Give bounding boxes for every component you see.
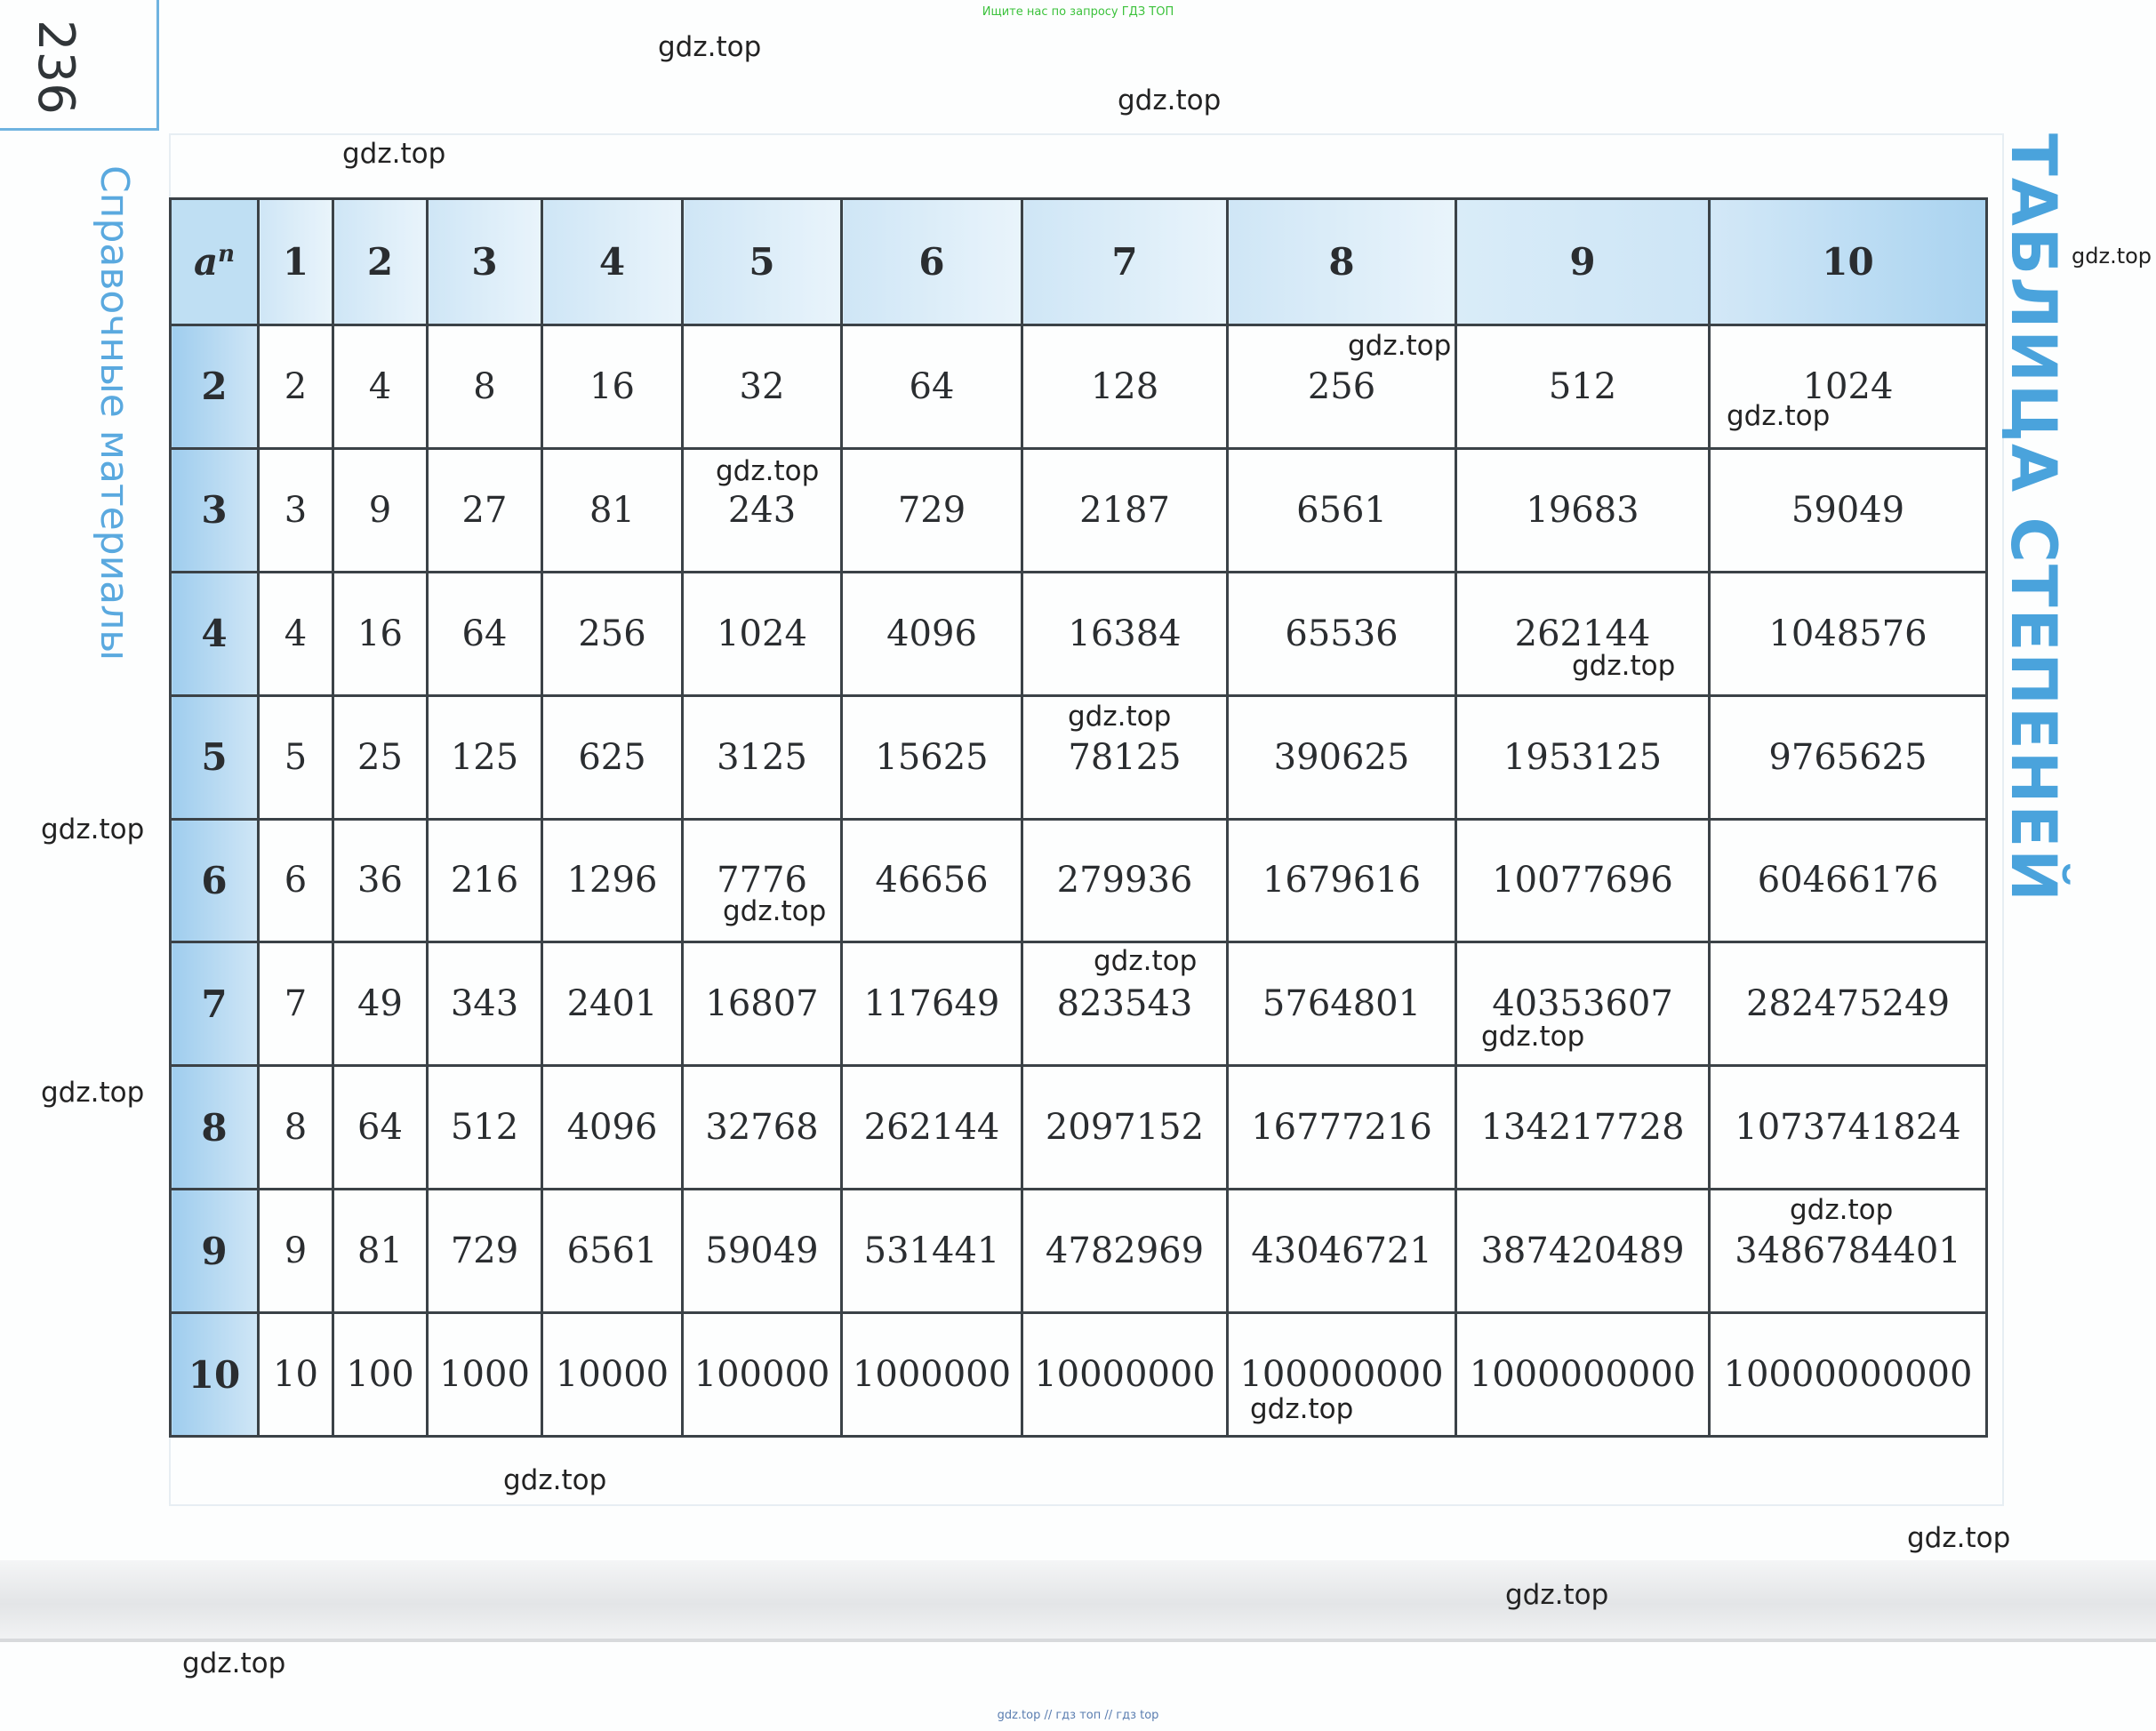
power-value-cell: 16 <box>333 572 428 695</box>
power-value-cell: 4782969 <box>1022 1190 1228 1313</box>
powers-table <box>169 197 1988 1438</box>
watermark: gdz.top <box>658 31 762 63</box>
power-value-cell: 2401 <box>542 942 683 1066</box>
exponent-header: 10 <box>1710 199 1987 325</box>
exponent-header: 1 <box>259 199 333 325</box>
power-value-cell: 10 <box>259 1313 333 1437</box>
power-value-cell: 43046721 <box>1228 1190 1456 1313</box>
watermark: gdz.top <box>1068 701 1172 733</box>
power-value-cell: 2187 <box>1022 448 1228 572</box>
watermark: gdz.top <box>716 455 820 487</box>
power-value-cell: 10000 <box>542 1313 683 1437</box>
power-value-cell: 32768 <box>683 1066 842 1190</box>
power-value-cell: 4 <box>259 572 333 695</box>
exponent-header: 8 <box>1228 199 1456 325</box>
power-value-cell: 10077696 <box>1456 819 1710 942</box>
power-value-cell: 36 <box>333 819 428 942</box>
table-row <box>171 1190 1987 1313</box>
power-value-cell: 27 <box>428 448 542 572</box>
power-value-cell: 3 <box>259 448 333 572</box>
power-value-cell: 5 <box>259 695 333 819</box>
table-row <box>171 572 1987 695</box>
power-value-cell: 3125 <box>683 695 842 819</box>
power-value-cell: 117649 <box>842 942 1022 1066</box>
page-number: 236 <box>27 20 84 115</box>
power-value-cell: 10000000000 <box>1710 1313 1987 1437</box>
page-edge <box>0 1639 2156 1642</box>
power-value-cell: 6 <box>259 819 333 942</box>
bottom-note: gdz.top // гдз топ // гдз top <box>997 1709 1159 1722</box>
watermark: gdz.top <box>1481 1021 1585 1053</box>
watermark: gdz.top <box>1348 330 1452 362</box>
power-value-cell: 134217728 <box>1456 1066 1710 1190</box>
power-value-cell: 81 <box>542 448 683 572</box>
power-value-cell: 49 <box>333 942 428 1066</box>
power-value-cell: 2 <box>259 325 333 449</box>
base-cell: 9 <box>171 1190 259 1313</box>
power-value-cell: 46656 <box>842 819 1022 942</box>
corner-exponent: n <box>218 241 236 268</box>
power-value-cell: 64 <box>842 325 1022 449</box>
power-value-cell: 100000 <box>683 1313 842 1437</box>
exponent-header: 5 <box>683 199 842 325</box>
top-note: Ищите нас по запросу ГДЗ ТОП <box>982 5 1174 19</box>
page-bottom-shadow <box>0 1560 2156 1640</box>
power-value-cell: 1024 <box>683 572 842 695</box>
power-value-cell: 59049 <box>683 1190 842 1313</box>
power-value-cell: 25 <box>333 695 428 819</box>
watermark: gdz.top <box>1790 1194 1894 1226</box>
power-value-cell: 15625 <box>842 695 1022 819</box>
power-value-cell: 16384 <box>1022 572 1228 695</box>
power-value-cell: 128 <box>1022 325 1228 449</box>
power-value-cell: 256 <box>542 572 683 695</box>
power-value-cell: 16807 <box>683 942 842 1066</box>
power-value-cell: 216 <box>428 819 542 942</box>
watermark: gdz.top <box>1907 1522 2011 1554</box>
table-row <box>171 942 1987 1066</box>
watermark: gdz.top <box>1250 1393 1354 1425</box>
base-cell: 7 <box>171 942 259 1066</box>
watermark: gdz.top <box>503 1464 607 1496</box>
watermark: gdz.top <box>41 813 145 845</box>
power-value-cell: 8 <box>428 325 542 449</box>
power-value-cell: 6561 <box>1228 448 1456 572</box>
power-value-cell: 125 <box>428 695 542 819</box>
power-value-cell: 1048576 <box>1710 572 1987 695</box>
watermark: gdz.top <box>342 138 446 170</box>
exponent-header: 6 <box>842 199 1022 325</box>
power-value-cell: 4096 <box>842 572 1022 695</box>
exponent-header: 9 <box>1456 199 1710 325</box>
power-value-cell: 59049 <box>1710 448 1987 572</box>
table-row <box>171 819 1987 942</box>
power-value-cell: 262144 <box>842 1066 1022 1190</box>
power-value-cell: 256 <box>1228 325 1456 449</box>
exponent-header: 7 <box>1022 199 1228 325</box>
power-value-cell: 16777216 <box>1228 1066 1456 1190</box>
power-value-cell: 5764801 <box>1228 942 1456 1066</box>
exponent-header: 3 <box>428 199 542 325</box>
watermark: gdz.top <box>1572 650 1676 682</box>
power-value-cell: 100000000 <box>1228 1313 1456 1437</box>
power-value-cell: 531441 <box>842 1190 1022 1313</box>
power-value-cell: 390625 <box>1228 695 1456 819</box>
power-value-cell: 282475249 <box>1710 942 1987 1066</box>
base-cell: 8 <box>171 1066 259 1190</box>
power-value-cell: 387420489 <box>1456 1190 1710 1313</box>
power-value-cell: 6561 <box>542 1190 683 1313</box>
power-value-cell: 512 <box>1456 325 1710 449</box>
power-value-cell: 2097152 <box>1022 1066 1228 1190</box>
power-value-cell: 65536 <box>1228 572 1456 695</box>
base-cell: 3 <box>171 448 259 572</box>
power-value-cell: 625 <box>542 695 683 819</box>
table-row <box>171 1066 1987 1190</box>
power-value-cell: 81 <box>333 1190 428 1313</box>
power-value-cell: 1000000000 <box>1456 1313 1710 1437</box>
power-value-cell: 729 <box>428 1190 542 1313</box>
base-cell: 6 <box>171 819 259 942</box>
power-value-cell: 1000000 <box>842 1313 1022 1437</box>
exponent-header: 2 <box>333 199 428 325</box>
power-value-cell: 7 <box>259 942 333 1066</box>
power-value-cell: 1679616 <box>1228 819 1456 942</box>
exponent-header: 4 <box>542 199 683 325</box>
watermark: gdz.top <box>1118 84 1222 116</box>
power-value-cell: 78125 <box>1022 695 1228 819</box>
power-value-cell: 4 <box>333 325 428 449</box>
table-row <box>171 325 1987 449</box>
watermark: gdz.top <box>1505 1579 1609 1611</box>
power-value-cell: 1073741824 <box>1710 1066 1987 1190</box>
power-value-cell: 823543 <box>1022 942 1228 1066</box>
power-value-cell: 64 <box>333 1066 428 1190</box>
power-value-cell: 60466176 <box>1710 819 1987 942</box>
watermark: gdz.top <box>1727 400 1831 432</box>
power-value-cell: 243 <box>683 448 842 572</box>
power-value-cell: 8 <box>259 1066 333 1190</box>
power-value-cell: 1000 <box>428 1313 542 1437</box>
header-row <box>171 199 1987 325</box>
watermark: gdz.top <box>182 1647 286 1679</box>
power-value-cell: 4096 <box>542 1066 683 1190</box>
table-row <box>171 1313 1987 1437</box>
power-value-cell: 1953125 <box>1456 695 1710 819</box>
power-value-cell: 16 <box>542 325 683 449</box>
corner-base: a <box>193 240 219 284</box>
power-value-cell: 343 <box>428 942 542 1066</box>
power-value-cell: 729 <box>842 448 1022 572</box>
section-label: Справочные материалы <box>92 165 137 661</box>
watermark: gdz.top <box>41 1077 145 1109</box>
power-value-cell: 10000000 <box>1022 1313 1228 1437</box>
power-value-cell: 7776 <box>683 819 842 942</box>
table-title: ТАБЛИЦА СТЕПЕНЕЙ <box>1997 133 2070 903</box>
power-value-cell: 32 <box>683 325 842 449</box>
power-value-cell: 19683 <box>1456 448 1710 572</box>
power-value-cell: 262144 <box>1456 572 1710 695</box>
power-value-cell: 40353607 <box>1456 942 1710 1066</box>
base-cell: 4 <box>171 572 259 695</box>
base-cell: 10 <box>171 1313 259 1437</box>
power-value-cell: 9765625 <box>1710 695 1987 819</box>
power-value-cell: 64 <box>428 572 542 695</box>
watermark: gdz.top <box>723 895 827 927</box>
power-value-cell: 100 <box>333 1313 428 1437</box>
base-cell: 5 <box>171 695 259 819</box>
power-value-cell: 9 <box>333 448 428 572</box>
base-cell: 2 <box>171 325 259 449</box>
power-value-cell: 1296 <box>542 819 683 942</box>
power-value-cell: 9 <box>259 1190 333 1313</box>
power-value-cell: 279936 <box>1022 819 1228 942</box>
power-value-cell: 1024 <box>1710 325 1987 449</box>
watermark: gdz.top <box>1094 945 1198 977</box>
watermark: gdz.top <box>2072 244 2152 268</box>
power-value-cell: 512 <box>428 1066 542 1190</box>
power-value-cell: 3486784401 <box>1710 1190 1987 1313</box>
corner-cell <box>171 199 259 325</box>
table-row <box>171 448 1987 572</box>
